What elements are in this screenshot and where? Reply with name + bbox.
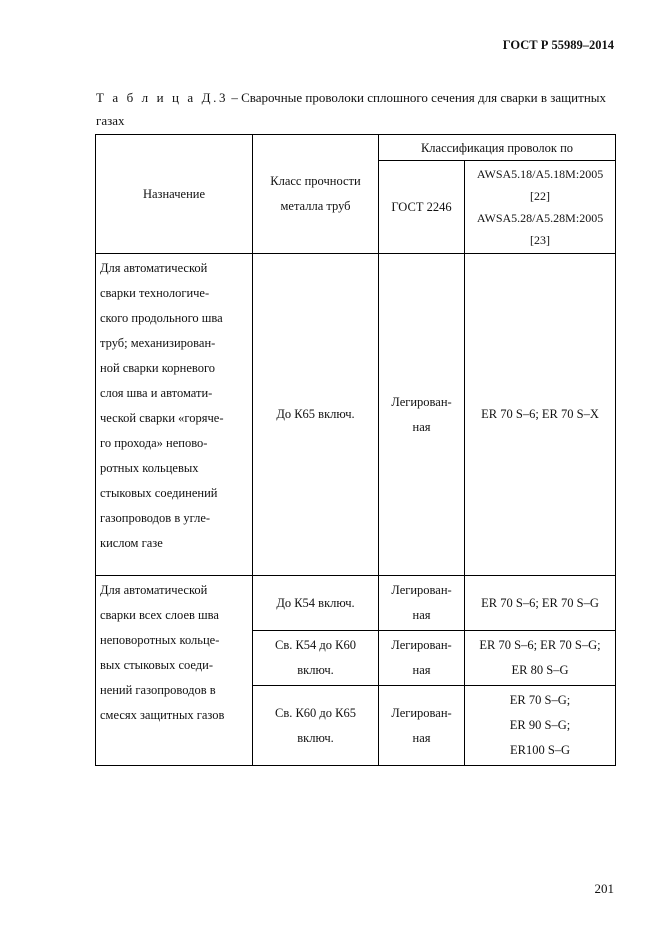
purpose-text-line: слоя шва и автомати-: [100, 386, 213, 400]
table-row: [96, 576, 616, 631]
header-strength-class: Класс прочности металла труб: [253, 135, 379, 254]
row2-purpose: [96, 576, 253, 766]
purpose-text-line: газопроводов в угле-: [100, 511, 211, 525]
gost-text-line: Легирован-: [391, 583, 452, 597]
purpose-text-line: ского продольного шва: [100, 311, 223, 325]
row1-strength-class: До К65 включ.: [253, 254, 379, 576]
purpose-text-line: кислом газе: [100, 536, 163, 550]
header-classification: Классификация проволок по: [379, 135, 616, 161]
aws-text-line: ER 70 S–G;: [509, 693, 571, 707]
gost-text-line: ная: [412, 663, 431, 677]
strength-class-line: включ.: [297, 663, 334, 677]
row2c-strength-class: [253, 686, 379, 766]
wire-table: [95, 134, 616, 766]
row2c-gost: [379, 686, 465, 766]
header-gost: ГОСТ 2246: [379, 161, 465, 254]
row2a-gost: [379, 576, 465, 631]
aws-text-line: ER 70 S–6; ER 70 S–G: [481, 595, 599, 610]
table-caption: [96, 86, 614, 132]
purpose-text-line: вых стыковых соеди-: [100, 658, 213, 672]
strength-class-line: Св. К54 до К60: [274, 638, 357, 652]
gost-text-line: Легирован-: [391, 705, 452, 720]
purpose-text-line: нений газопроводов в: [100, 683, 216, 697]
row2b-aws: [465, 631, 616, 686]
gost-text-line: Легирован-: [391, 394, 452, 409]
gost-text-line: ная: [412, 730, 431, 745]
aws-text-line: ER 70 S–6; ER 70 S–G;: [479, 638, 601, 652]
strength-class-line: До К54 включ.: [276, 595, 355, 610]
row2c-aws: [465, 686, 616, 766]
aws-text-line: ER100 S–G: [509, 743, 571, 757]
strength-class-line: включ.: [297, 730, 334, 745]
purpose-text-line: Для автоматической: [100, 261, 208, 275]
aws-text-line: ER 70 S–6; ER 70 S–X: [481, 407, 599, 421]
purpose-text-line: сварки технологиче-: [100, 286, 210, 300]
aws-text-line: ER 90 S–G;: [509, 718, 571, 732]
purpose-text-line: ческой сварки «горяче-: [100, 411, 224, 425]
header-purpose: Назначение: [96, 135, 253, 254]
purpose-text-line: стыковых соединений: [100, 486, 218, 500]
row2b-strength-class: [253, 631, 379, 686]
caption-text: – Сварочные проволоки сплошного сечения для сварки в защитных газах: [96, 90, 607, 128]
purpose-text-line: Для автоматической: [100, 583, 208, 597]
purpose-text-line: смесях защитных газов: [100, 708, 225, 722]
gost-text-line: ная: [412, 608, 431, 622]
row1-aws: [465, 254, 616, 576]
purpose-text-line: ротных кольцевых: [100, 461, 199, 475]
document-code: ГОСТ Р 55989–2014: [502, 38, 614, 52]
row1-purpose: [96, 254, 253, 576]
purpose-text-line: сварки всех слоев шва: [100, 608, 219, 622]
strength-class-line: Св. К60 до К65: [274, 705, 357, 720]
gost-text-line: Легирован-: [391, 638, 452, 652]
purpose-text-line: го прохода» непово-: [100, 436, 208, 450]
page-number: 201: [594, 881, 614, 896]
purpose-text-line: труб; механизирован-: [100, 336, 216, 350]
row1-gost: [379, 254, 465, 576]
purpose-text-line: ной сварки корневого: [100, 361, 216, 375]
row2b-gost: [379, 631, 465, 686]
row2a-strength-class: [253, 576, 379, 631]
row2a-aws: [465, 576, 616, 631]
purpose-text-line: неповоротных кольце-: [100, 633, 220, 647]
table-row: [96, 254, 616, 576]
aws-text-line: ER 80 S–G: [511, 663, 569, 677]
gost-text-line: ная: [412, 419, 431, 434]
caption-label: Т а б л и ц а Д.3: [96, 90, 229, 105]
header-aws: AWSA5.18/A5.18M:2005 [22] AWSA5.28/A5.28M:2005 [23]: [465, 161, 616, 254]
